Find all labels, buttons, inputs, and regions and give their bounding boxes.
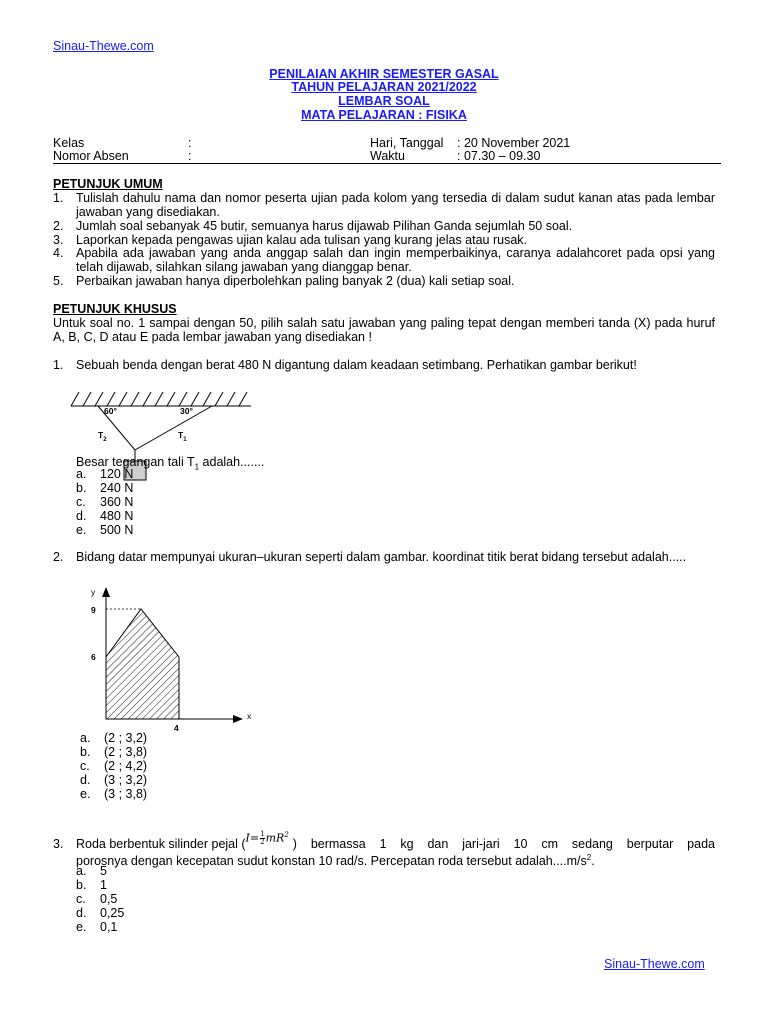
tick-4: 4 [174,723,179,733]
kelas-colon: : [188,136,192,150]
site-link-top[interactable]: Sinau-Thewe.com [53,39,154,53]
question-1: 1. Sebuah benda dengan berat 480 N digantung dalam keadaan setimbang. Perhatikan gambar berikut! [53,358,637,372]
hari-label: Hari, Tanggal [370,136,444,150]
absen-label: Nomor Absen [53,149,129,163]
question-3-line-2: porosnya dengan kecepatan sudut konstan 10 rad/s. Percepatan roda tersebut $adalah....m/s^2$. [76,853,595,869]
y-axis-arrow-icon [102,587,110,597]
angle-30-label: 30° [180,406,193,416]
petunjuk-umum-title: PETUNJUK UMUM [53,177,163,191]
rope-t1 [135,406,212,450]
q3-option-a: a. 5 [76,864,107,878]
question-3-number: 3. [53,837,64,851]
question-2: 2. Bidang datar mempunyai ukuran–ukuran seperti dalam gambar. koordinat titik berat bidang tersebut adalah..... [53,550,687,564]
waktu-value: : 07.30 – 09.30 [457,149,541,163]
q1-option-b: b. 240 N [76,481,134,495]
q2-option-e: e. (3 ; 3,8) [80,787,148,801]
list-item: 3. Laporkan kepada pengawas ujian kalau ada tulisan yang kurang jelas atau rusak. [53,233,528,247]
angle-60-label: 60° [104,406,117,416]
q2-option-b: b. (2 ; 3,8) [80,745,148,759]
site-link-bottom[interactable]: Sinau-Thewe.com [604,957,705,971]
list-item: 4. Apabila ada jawaban yang anda anggap salah dan ingin memperbaikinya, caranya adalahcoret pada opsi yang telah dijawab, silahkan silang jawaban yang dianggap benar. [53,246,715,274]
q3-option-e: e. 0,1 [76,920,118,934]
absen-colon: : [188,149,192,163]
q2-option-d: d. (3 ; 3,2) [80,773,148,787]
x-axis-arrow-icon [233,715,243,723]
inertia-formula: I= $\frac{1}{2}$ $mR^2$ [245,830,289,847]
q1-option-c: c. 360 N [76,495,134,509]
q3-option-b: b. 1 [76,878,107,892]
shape-diagram [85,585,260,735]
y-axis-label: y [91,587,96,597]
list-item: 2. Jumlah soal sebanyak 45 butir, semuanya harus dijawab Pilihan Ganda sejumlah 50 soal. [53,219,573,233]
q1-option-d: d. 480 N [76,509,134,523]
waktu-label: Waktu [370,149,405,163]
hatched-polygon [106,609,179,719]
list-item: 5. Perbaikan jawaban hanya diperbolehkan paling banyak 2 (dua) kali setiap soal. [53,274,515,288]
x-axis-label: x [247,711,252,721]
question-1-prompt: Besar tegangan tali $T_1$ adalah....... [76,455,265,472]
subject-title: MATA PELAJARAN : FISIKA [301,108,467,122]
petunjuk-khusus-title: PETUNJUK KHUSUS [53,302,177,316]
ceiling-hatch [71,392,251,406]
q2-option-c: c. (2 ; 4,2) [80,759,148,773]
kelas-label: Kelas [53,136,85,150]
list-item: 1. Tulislah dahulu nama dan nomor peserta ujian pada kolom yang tersedia di dalam sudut kanan atas pada lembar jawaban yang disediakan. [53,191,715,219]
sheet-title: LEMBAR SOAL [338,94,430,108]
t2-label: $T_2$ [98,430,107,443]
t1-label: $T_1$ [178,430,187,443]
q3-option-d: d. 0,25 [76,906,125,920]
q2-option-a: a. (2 ; 3,2) [80,731,148,745]
hari-value: : 20 November 2021 [457,136,571,150]
exam-title: PENILAIAN AKHIR SEMESTER GASAL [269,67,499,81]
tick-9: 9 [91,605,96,615]
academic-year: TAHUN PELAJARAN 2021/2022 [291,80,477,94]
question-3-line-1: Roda berbentuk silinder pejal ( I= $\frac{1}{2}$ $mR^2$ ) bermassa 1 kg dan jari-jari 10 cm sedang berputar pada [76,837,715,855]
q1-option-e: e. 500 N [76,523,134,537]
petunjuk-khusus-text: Untuk soal no. 1 sampai dengan 50, pilih salah satu jawaban yang paling tepat dengan memberi tanda (X) pada huruf A, B, C, D atau E pada lembar jawaban yang disediakan ! [53,316,715,344]
tick-6: 6 [91,652,96,662]
header-divider [53,163,721,164]
q1-option-a: a. 120 N [76,467,134,481]
q3-option-c: c. 0,5 [76,892,118,906]
